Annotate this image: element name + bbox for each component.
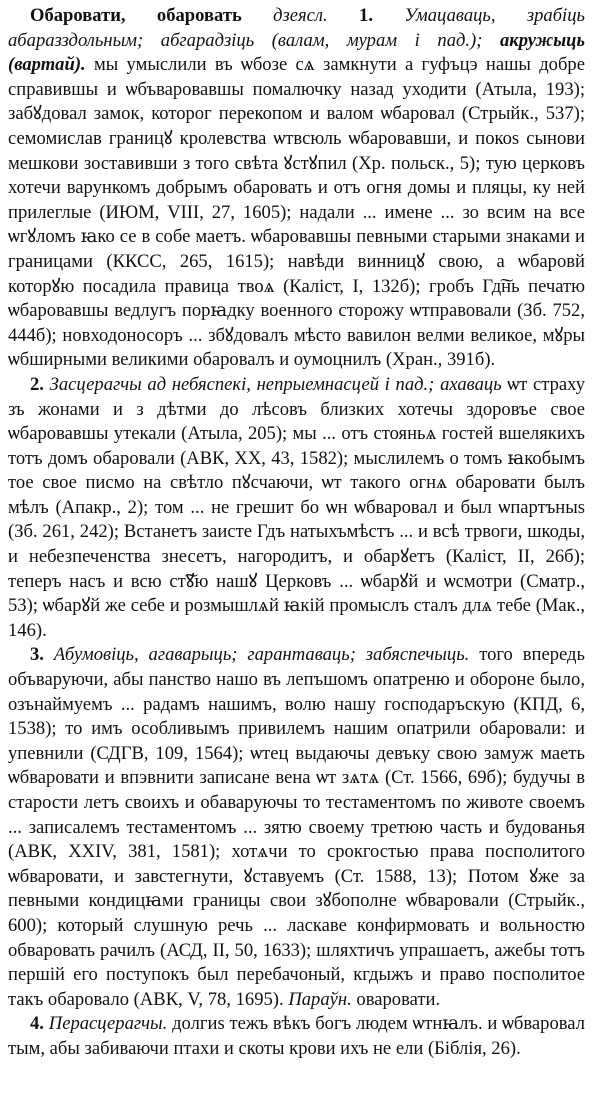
sense-citations: того впередь объваруючи, абы панство нашо въ лепъшомъ опатреню и обороне было, озънаймуемъ ... радамъ нашимъ, волю нашу господаръскую (КПД, 6, 1538); то имъ особливымъ привилемъ нашим опатрили обаровали: и упевнили (СДГВ, 109, 1564); ѡтец выдаючы девъку свою замуж маеть ѡбваровати и впэвнити записане вена ѡт зѧтѧ (Ст. 1566, 69б); будучы в старости летъ своихъ и обаваруючы то тестаментомъ по животе своемъ ... записалемъ тестаментомъ ... зятю своему третюю часть и будованья (АВК, XXIV, 381, 1581); хотѧчи то срокгостью права посполитого ѡбваровати, и завстегнути, ꙋставуемъ (Ст. 1588, 13); Потом ꙋже за певными кондицꙗми границы свои зꙋбополне ѡбваровали (Стрыйк., 600); который слушную речь ... ласкаве конфирмовать и вольностю обваровать рачилъ (АСД, II, 50, 1633); шляхтичъ упрашаетъ, ажебы тотъ першій его поступокъ был перебачоный, кгдыжъ и право посполитое такъ обаровало (АВК, V, 78, 1695). — [8, 644, 585, 1010]
sense-gloss-bold: акружыць (вартай). — [8, 29, 585, 76]
sense-3-paragraph — [8, 643, 585, 1012]
cross-reference-label: Параўн. — [288, 988, 352, 1010]
sense-4-paragraph — [8, 1012, 585, 1061]
sense-gloss: Засцерагчы ад небяспекі, непрыемнасцей і пад.; ахаваць — [49, 373, 502, 395]
sense-number: 4. — [30, 1013, 44, 1035]
sense-number: 3. — [30, 644, 44, 666]
sense-citations: долгиѕ тежъ вѣкъ богъ людем ѡтнꙗлъ. и ѡбварoвал тым, абы забиваючи птахи и скоты крови ихъ не ели (Біблія, 26). — [8, 1013, 586, 1059]
headword: Обаровати, обаровать — [30, 5, 242, 26]
sense-number: 2. — [30, 373, 44, 395]
sense-citations: мы умыслили въ ѡбозе сѧ замкнути а гуфъцэ нашы добре справившы и ѡбъваровавшы помалючку назад уходити (Атыла, 193); забꙋдовал замок, которог перекопом и валом ѡбаровал (Стрыйк., 537); семомислав границꙋ кролевства ѡтвсюль ѡбаровавши, и покоѕ сынови мешкови зоставивши з того свѣта ꙋстꙋпил (Хр. польск., 5); тую церковъ хотечи варункомъ добрымъ обаровать и отъ огня домы и пляцы, ку ней прилеглые (ИЮМ, VIII, 27, 1605); надали ... имене ... зо всим на все ѡгꙋломъ ꙗко се в собе маетъ. ѡбаровавшы певными старыми знаками и границами (ККСС, 265, 1615); навѣди винницꙋ свою, а ѡбаровй которꙋю посадила правица твоѧ (Каліст, I, 132б); гробъ Гд͠нь печатю ѡбаровавшы ведлугъ порꙗдку военного сторожу ѡтправовали (Зб. 752, 444б); новходоносоръ ... збꙋдовалъ мѣсто вавилон велми великое, мꙋры ѡбширными великими обаровалъ и оумоцнилъ (Хран., 391б). — [8, 54, 585, 371]
sense-2-paragraph — [8, 373, 585, 644]
part-of-speech: дзеясл. — [273, 5, 328, 26]
sense-citations: ѡт страху зъ жонами и з дѣтми до лѣсовъ близких хотечы здоровъе свое ѡбаровавшы утекали (Атыла, 205); мы ... отъ стояньѧ гостей вшелякихъ тотъ домъ обаровали (АВК, XX, 43, 1582); мыслилемъ о томъ ꙗкобымъ тое свое писмо на свѣтло пꙋсчаючи, ѡт такого огнѧ обаровати былъ мѣлъ (Апакр., 2); том ... не грешит бо ѡн ѡбваровал и был ѡпартъныѕ (Зб. 261, 242); Встанетъ заисте Гдъ натыхъмѣстъ ... и всѣ трвоги, шкоды, и небезпеченства знесетъ, нагородитъ, и обарꙋетъ (Каліст, II, 26б); теперъ насъ и всю ст͠ꙋю нашꙋ Церковъ ... ѡбарꙋй и ѡсмотри (Сматр., 53); ѡбарꙋй же себе и розмышлѧй ꙗкій промыслъ сталъ длѧ тебе (Мак., 146). — [8, 373, 586, 641]
cross-reference-word: оваровати. — [356, 988, 441, 1010]
sense-gloss: Умацаваць, зрабіць абаразздольным; абгарадзіць (валам, мурам і пад.); — [8, 5, 585, 51]
sense-gloss: Абумовіць, агаварыць; гарантаваць; забяспечыць. — [53, 644, 470, 666]
sense-1-paragraph — [8, 4, 585, 373]
sense-gloss: Перасцерагчы. — [48, 1013, 168, 1035]
sense-number: 1. — [359, 5, 373, 26]
